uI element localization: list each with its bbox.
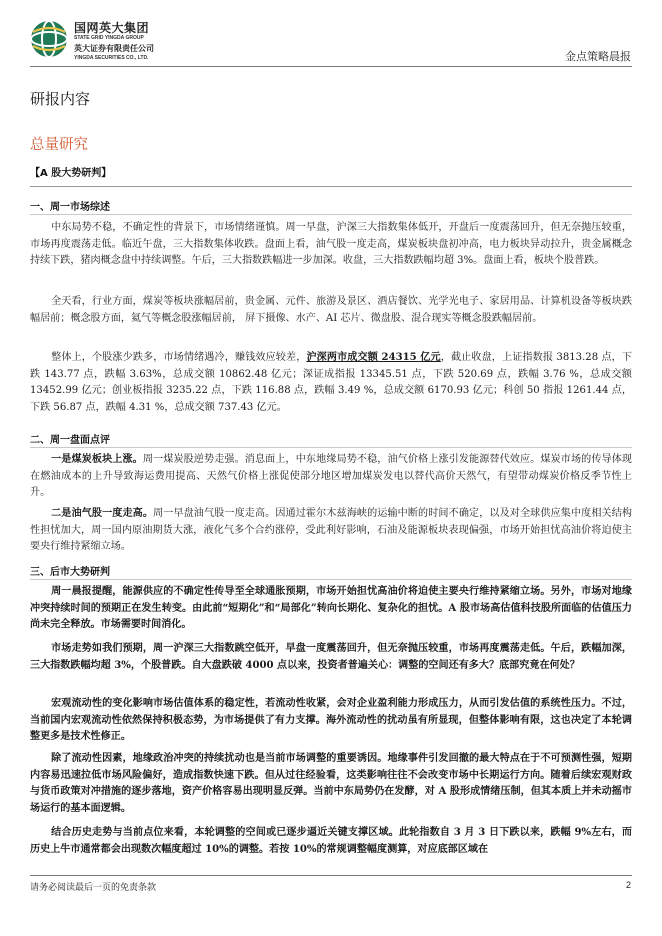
outlook-paragraph-5 <box>30 825 632 858</box>
subsection-2-title: 二、周一盘面点评 <box>30 435 110 446</box>
header-divider <box>30 66 632 67</box>
review-lead-1: 一是煤炭板块上涨。 <box>51 454 143 465</box>
company-logo <box>30 16 190 64</box>
subsection-2-divider <box>30 447 632 448</box>
market-summary-text-2: 全天看，行业方面，煤炭等板块涨幅居前，贵金属、元件、旅游及景区、酒店餐饮、光学光电子、家居用品、计算机设备等板块跌幅居前；概念股方面，氦气等概念股涨幅居前， 屏下摄像、水产、AI 芯片、微盘股、混合现实等概念股跌幅居前。 <box>30 296 632 324</box>
logo-english-group: STATE GRID YINGDA GROUP <box>74 35 144 41</box>
logo-company-name: 英大证券有限责任公司 <box>74 44 154 53</box>
market-summary-paragraph-2 <box>30 294 632 327</box>
logo-english-company: YINGDA SECURITIES CO., LTD. <box>74 55 149 61</box>
review-text-2: 周一早盘油气股一度走高。因通过霍尔木兹海峡的运输中断的时间不确定，以及对全球供应集中度相关结构性担忧加大，周一国内原油期货大涨，液化气多个合约涨停，受此利好影响，石油及能源板块表现偏强，市场开始担忧高油价将迫使主要央行维持紧缩立场。 <box>30 508 632 552</box>
outlook-text-3: 宏观流动性的变化影响市场估值体系的稳定性，若流动性收紧，会对企业盈利能力形成压力，从而引发估值的系统性压力。不过，当前国内宏观流动性依然保持积极态势，为市场提供了有力支撑。海外流动性的扰动虽有所显现，但整体影响有限，这也决定了本轮调整更多是技术性修正。 <box>30 698 632 742</box>
page-number: 2 <box>625 880 631 890</box>
review-paragraph-1 <box>30 452 632 502</box>
a-share-tag-row <box>30 164 632 182</box>
outlook-text-4: 除了流动性因素，地缘政治冲突的持续扰动也是当前市场调整的重要诱因。地缘事件引发回撤的最大特点在于不可预测性强，短期内容易迅速拉低市场风险偏好，造成指数快速下跌。但从过往经验看，这类影响往往不会改变市场中长期运行方向。随着后续宏观财政与货币政策对冲措施的逐步落地，资产价格容易出现明显反弹。当前中东局势仍在发酵，对 A 股形成情绪压制，但其本质上并未动摇市场运行的基本面逻辑。 <box>30 753 632 814</box>
outlook-paragraph-4 <box>30 751 632 817</box>
disclaimer-note: 请务必阅读最后一页的免责条款 <box>30 883 157 893</box>
review-paragraph-2 <box>30 506 632 556</box>
outlook-text-2: 市场走势如我们预期，周一沪深三大指数跳空低开，早盘一度震荡回升，但无奈抛压较重，市场再度震荡走低。午后，跌幅加深，三大指数跌幅均超 3%，个股普跌。自大盘跌破 4000 点以来，投资者普遍关心：调整的空间还有多大？底部究竟在何处？ <box>30 643 632 671</box>
subsection-1-title: 一、周一市场综述 <box>30 202 110 213</box>
market-summary-text-3a: 整体上，个股涨少跌多，市场情绪遇冷，赚钱效应较差， <box>51 352 307 363</box>
subsection-3-divider <box>30 579 632 580</box>
outlook-text-1: 周一晨报提醒，能源供应的不确定性传导至全球通胀预期，市场开始担忧高油价将迫使主要央行维持紧缩立场。另外，市场对地缘冲突持续时间的预期正在发生转变。由此前“短期化”和“局部化”转向长期化、复杂化的担忧。A 股市场高估值科技股所面临的估值压力尚未完全释放。市场需要时间消化。 <box>30 586 632 630</box>
market-summary-paragraph-3 <box>30 350 632 416</box>
logo-chinese-name: 国网英大集团 <box>74 21 150 35</box>
outlook-paragraph-1 <box>30 584 632 634</box>
market-summary-text-3b: ，截止收盘，上证指数报 3813.28 点，下跌 143.77 点，跌幅 3.63%，总成交额 10862.48 亿元；深证成指报 13345.51 点，下跌 520.69 点，跌幅 3.76 %，总成交额 13452.99 亿元；创业板指报 3235.22 点，下跌 116.88 点，跌幅 3.49 %，总成交额 6170.93 亿元；科创 50 指报 1261.44 点，下跌 56.87 点，跌幅 4.31 %，总成交额 737.43 亿元。 <box>30 352 632 413</box>
footer-divider <box>30 875 632 876</box>
subsection-1-divider <box>30 214 632 215</box>
review-text-1: 周一煤炭股逆势走强。消息面上，中东地缘局势不稳，油气价格上涨引发能源替代效应。煤炭市场的传导体现在燃油成本的上升导致海运费用提高、天然气价格上涨促使部分地区增加煤炭发电以替代高价天然气，有望带动煤炭价格反季节性上升。 <box>30 454 633 498</box>
market-summary-paragraph-1 <box>30 220 632 270</box>
subsection-3-title: 三、后市大势研判 <box>30 567 110 578</box>
outlook-text-5: 结合历史走势与当前点位来看，本轮调整的空间或已逐步逼近关键支撑区域。此轮指数自 3 月 3 日下跌以来，跌幅 9%左右，而历史上牛市通常都会出现数次幅度超过 10%的调整。若按 10%的常规调整幅度测算，对应底部区域在 <box>30 827 632 855</box>
report-name: 金点策略晨报 <box>565 50 631 63</box>
state-grid-logo-icon <box>30 20 68 58</box>
outlook-paragraph-3 <box>30 696 632 746</box>
tag-divider <box>30 186 632 187</box>
section-title: 研报内容 <box>30 90 91 108</box>
page-header <box>0 0 662 70</box>
market-summary-text-1: 中东局势不稳，不确定性的背景下，市场情绪谨慎。周一早盘，沪深三大指数集体低开，开盘后一度震荡回升，但无奈抛压较重，市场再度震荡走低。临近午盘，三大指数集体收跌。盘面上看，油气股一度走高，煤炭板块盘初冲高，电力板块异动拉升，贵金属概念持续下跌，猪肉概念盘中持续调整。午后，三大指数跌幅进一步加深。收盘，三大指数跌幅均超 3%。盘面上看，板块个股普跌。 <box>30 222 632 266</box>
turnover-highlight: 沪深两市成交额 24315 亿元 <box>306 352 441 363</box>
a-share-tag: 【A 股大势研判】 <box>30 168 112 179</box>
review-lead-2: 二是油气股一度走高。 <box>51 508 154 519</box>
total-research-title: 总量研究 <box>30 137 88 153</box>
outlook-paragraph-2 <box>30 641 632 674</box>
